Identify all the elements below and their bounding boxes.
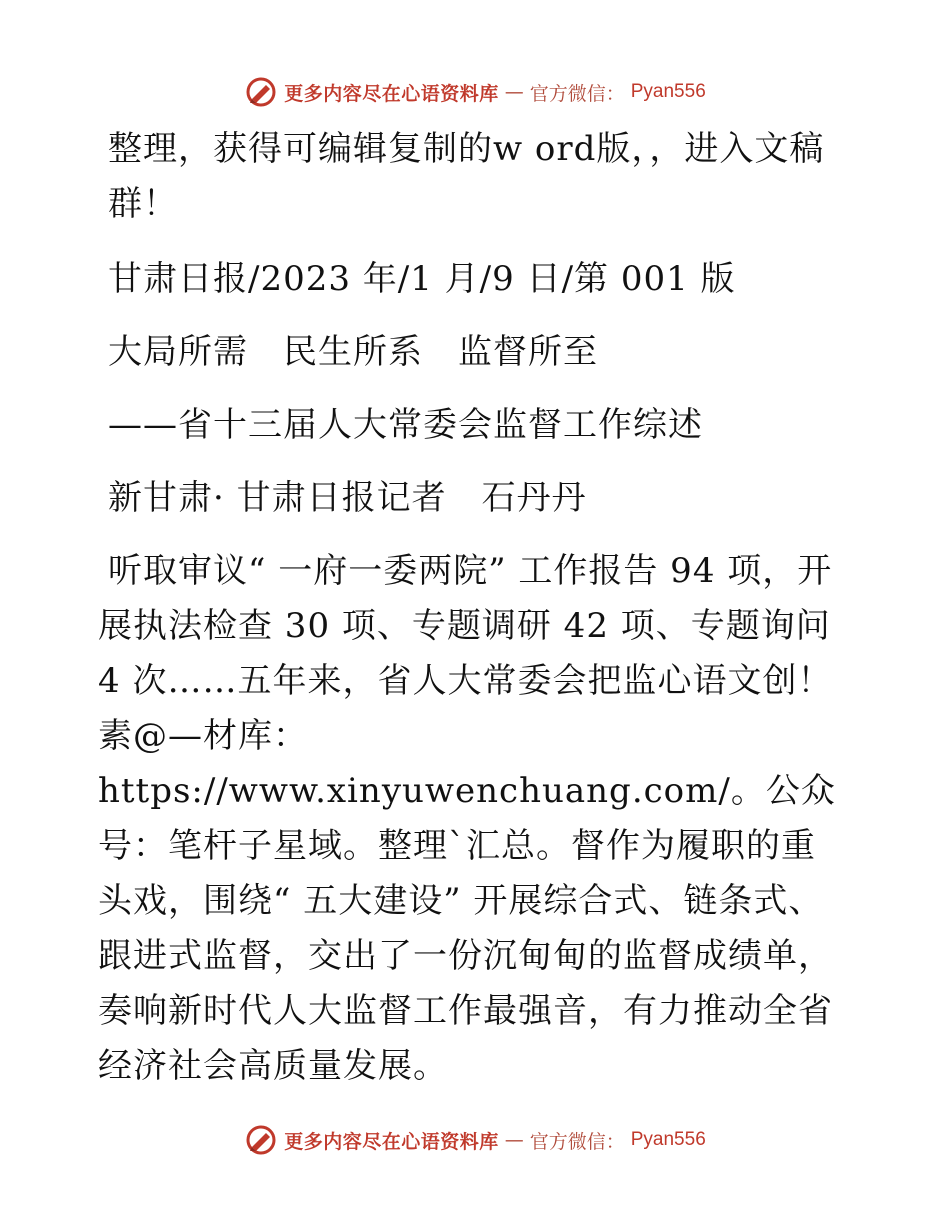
header-brand-text: 更多内容尽在心语资料库	[284, 82, 499, 105]
footer-banner	[0, 1120, 950, 1160]
header-wechat-id: Pyan556	[630, 81, 706, 102]
intro-text: 整理，获得可编辑复制的w ord版，，进入文稿群！	[108, 129, 825, 224]
headline: 大局所需 民生所系 监督所至	[108, 332, 598, 372]
footer-wechat-id: Pyan556	[630, 1129, 706, 1150]
main-paragraph: 听取审议“ 一府一委两院” 工作报告 94 项，开展执法检查 30 项、专题调研 42 项、专题询问 4 次……五年来，省人大常委会把监心语文创！素@—材库：https://www.xinyuwenchuang.com/。公众号：笔杆子星域。整理`汇总。督作为履职的重头戏，围绕“ 五大建设” 开展综合式、链条式、跟进式监督，交出了一份沉甸甸的监督成绩单，奏响新时代人大监督工作最强音，有力推动全省经济社会高质量发展。	[98, 551, 836, 1086]
document-body	[98, 122, 850, 1094]
header-separator: —	[504, 81, 524, 103]
pen-logo-icon	[244, 75, 278, 109]
header-wechat-label: 官方微信：	[529, 82, 625, 105]
footer-separator: —	[504, 1129, 524, 1151]
footer-brand-text: 更多内容尽在心语资料库	[284, 1130, 499, 1153]
source-line: 甘肃日报/2023 年/1 月/9 日/第 001 版	[108, 259, 736, 299]
footer-wechat-label: 官方微信：	[529, 1130, 625, 1153]
byline: 新甘肃· 甘肃日报记者 石丹丹	[108, 478, 587, 518]
pen-logo-icon	[244, 1123, 278, 1157]
header-banner	[0, 72, 950, 112]
subheadline: ——省十三届人大常委会监督工作综述	[108, 405, 703, 445]
